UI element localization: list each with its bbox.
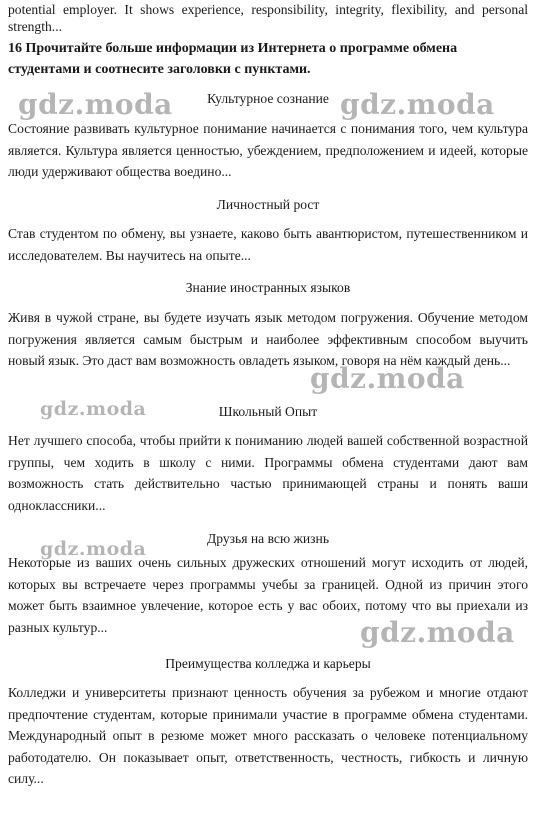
watermark-logo: gdz.moda	[310, 362, 465, 395]
section-body-school-experience: Нет лучшего способа, чтобы прийти к пониманию людей вашей собственной возрастной группы, чем ходить в школу с ними. Программы обмена студентами дают вам возможность стать действительно частью принимающей страны и понять ваши одноклассники...	[8, 433, 528, 513]
task-heading: 16 Прочитайте больше информации из Интернета о программе обмена студентами и соотнесите заголовки с пунктами.	[8, 41, 458, 77]
section-body-college-career: Колледжи и университеты признают ценность обучения за рубежом и многие отдают предпочтение студентам, которые принимали участие в программе обмена студентами. Международный опыт в резюме может много рассказать о человеке потенциальному работодателю. Он показывает опыт, ответственность, честность, гибкость и личную силу...	[8, 685, 528, 786]
watermark-logo: gdz.moda	[18, 88, 173, 121]
section-heading-college-career: Преимущества колледжа и карьеры	[165, 656, 371, 671]
section-body-languages: Живя в чужой стране, вы будете изучать язык методом погружения. Обучение методом погружения является самым быстрым и наиболее эффективным способом выучить новый язык. Это даст вам возможность овладеть языком, говоря на нём каждый день...	[8, 310, 528, 368]
intro-paragraph: potential employer. It shows experience, responsibility, integrity, flexibility, and personal strength...	[8, 2, 528, 34]
watermark-logo: gdz.moda	[360, 616, 515, 649]
section-heading-school-experience: Школьный Опыт	[218, 404, 318, 419]
watermark-logo: gdz.moda	[40, 538, 147, 560]
watermark-logo: gdz.moda	[40, 398, 147, 420]
section-body-lifelong-friends: Некоторые из ваших очень сильных дружеских отношений могут исходить от людей, которых вы встречаете через программы учебы за границей. Одной из причин этого может быть взаимное увлечение, которое есть у вас обоих, потому что вы приехали из разных культур...	[8, 555, 528, 635]
section-heading-lifelong-friends: Друзья на всю жизнь	[206, 531, 330, 546]
section-heading-languages: Знание иностранных языков	[185, 280, 351, 295]
watermark-logo: gdz.moda	[340, 88, 495, 121]
section-body-cultural-awareness: Состояние развивать культурное понимание начинается с понимания того, чем культура является. Культура является ценностью, убеждением, предположением и идеей, которые люди удерживают общества воедино...	[8, 121, 528, 179]
section-heading-cultural-awareness: Культурное сознание	[207, 91, 329, 106]
section-heading-personal-growth: Личностный рост	[216, 197, 320, 212]
section-body-personal-growth: Став студентом по обмену, вы узнаете, каково быть авантюристом, путешественником и исследователем. Вы научитесь на опыте...	[8, 226, 528, 263]
